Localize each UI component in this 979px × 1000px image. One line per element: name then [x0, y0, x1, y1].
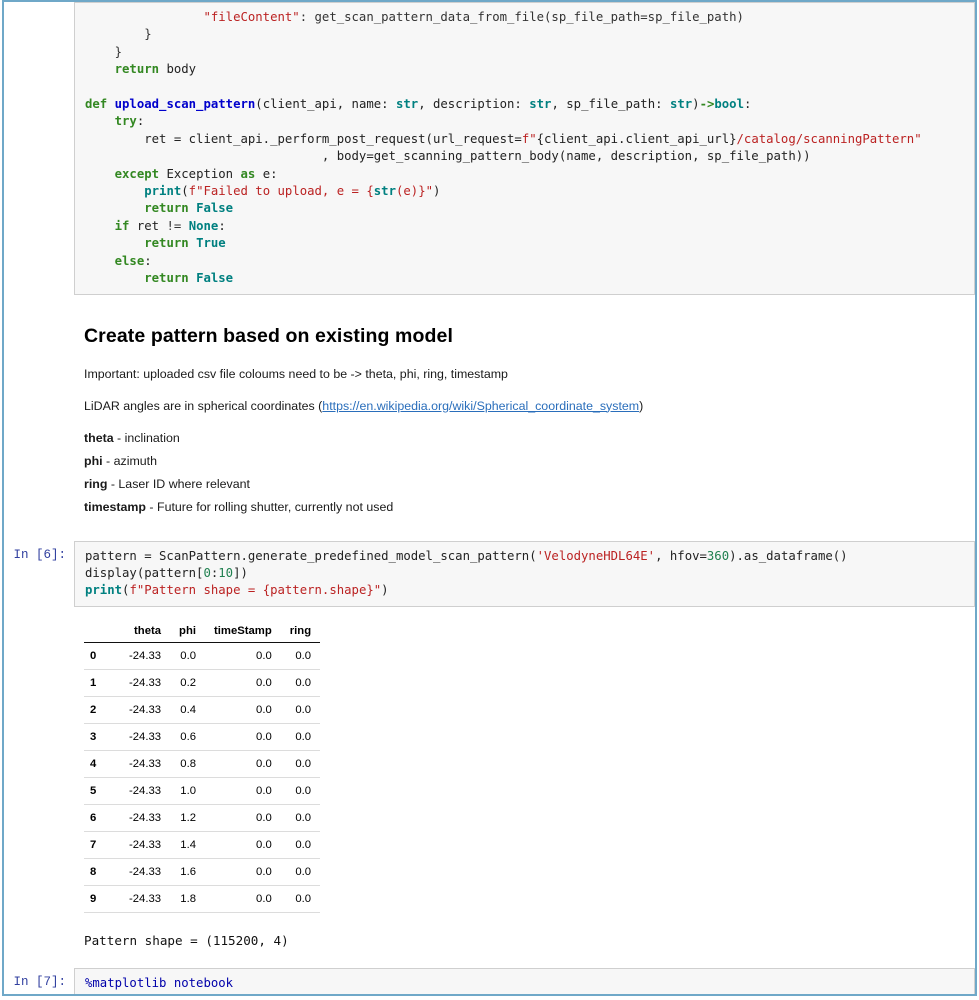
cell-timestamp: 0.0	[205, 831, 281, 858]
cell-timestamp: 0.0	[205, 669, 281, 696]
cell-theta: -24.33	[120, 669, 170, 696]
cell-ring: 0.0	[281, 669, 320, 696]
definition-phi	[84, 453, 965, 469]
section-heading: Create pattern based on existing model	[84, 324, 453, 347]
dataframe-head	[84, 621, 320, 643]
cell-theta: -24.33	[120, 831, 170, 858]
column-header-phi: phi	[170, 621, 205, 643]
code-line: return False	[144, 271, 234, 286]
code-cell-in-7-body	[74, 968, 975, 996]
column-header-timestamp: timeStamp	[205, 621, 281, 643]
cell-timestamp: 0.0	[205, 696, 281, 723]
cell-phi: 1.8	[170, 885, 205, 912]
cell-phi: 1.2	[170, 804, 205, 831]
cell-phi: 1.6	[170, 858, 205, 885]
cell-theta: -24.33	[120, 858, 170, 885]
cell-ring: 0.0	[281, 885, 320, 912]
cell-phi: 1.0	[170, 777, 205, 804]
code-line: return True	[144, 236, 226, 251]
cell-theta: -24.33	[120, 750, 170, 777]
index-header	[84, 621, 120, 643]
code-line: }	[85, 27, 152, 42]
definition-term: ring	[84, 476, 108, 491]
cell-timestamp: 0.0	[205, 858, 281, 885]
markdown-cell-body	[74, 309, 975, 531]
cell-theta: -24.33	[120, 885, 170, 912]
cell-ring: 0.0	[281, 696, 320, 723]
code-line: }	[85, 44, 123, 59]
code-token: )	[381, 583, 389, 598]
cell-ring: 0.0	[281, 642, 320, 669]
lidar-note-suffix: )	[639, 398, 644, 413]
code-cell-in-6-body	[74, 541, 975, 607]
cell-phi: 0.8	[170, 750, 205, 777]
code-line: return False	[144, 201, 234, 216]
definition-term: theta	[84, 430, 114, 445]
definition-timestamp	[84, 499, 965, 515]
code-line: def upload_scan_pattern(client_api, name: str, description: str, sp_file_path: str)->bool:	[85, 97, 752, 112]
table-header-row	[84, 621, 320, 643]
cell-timestamp: 0.0	[205, 723, 281, 750]
column-header-theta: theta	[120, 621, 170, 643]
row-index: 1	[84, 669, 120, 696]
code-token-builtin: print	[85, 583, 123, 598]
cell-ring: 0.0	[281, 804, 320, 831]
code-line: except Exception as e:	[114, 166, 278, 181]
prompt-output	[4, 607, 74, 614]
code-line: print(f"Failed to upload, e = {str(e)}")	[144, 184, 441, 199]
cell-ring: 0.0	[281, 723, 320, 750]
cell-ring: 0.0	[281, 777, 320, 804]
cell-theta: -24.33	[120, 804, 170, 831]
code-line	[85, 79, 966, 96]
code-line: else:	[114, 253, 152, 268]
code-token: ])	[233, 565, 248, 580]
row-index: 9	[84, 885, 120, 912]
table-row	[84, 885, 320, 912]
table-row	[84, 858, 320, 885]
row-index: 3	[84, 723, 120, 750]
code-cell-fragment	[4, 2, 975, 295]
code-line: if ret != None:	[114, 218, 226, 233]
prompt-in-7: In [7]:	[13, 974, 66, 989]
cell-ring: 0.0	[281, 831, 320, 858]
important-note: Important: uploaded csv file coloums need to be -> theta, phi, ring, timestamp	[84, 366, 508, 381]
table-row	[84, 750, 320, 777]
row-index: 8	[84, 858, 120, 885]
code-line: %matplotlib notebook	[85, 975, 234, 990]
definition-term: timestamp	[84, 499, 146, 514]
prompt-empty	[4, 2, 74, 9]
cell-timestamp: 0.0	[205, 750, 281, 777]
definition-theta	[84, 430, 965, 446]
column-header-ring: ring	[281, 621, 320, 643]
cell-timestamp: 0.0	[205, 804, 281, 831]
code-line	[85, 565, 966, 582]
row-index: 0	[84, 642, 120, 669]
code-line: try:	[114, 114, 145, 129]
code-token: , hfov=	[655, 548, 707, 563]
code-line: "fileContent": get_scan_pattern_data_from_file(sp_file_path=sp_file_path)	[85, 10, 744, 24]
row-index: 7	[84, 831, 120, 858]
code-cell-in-7	[4, 968, 975, 996]
code-editor-in-7[interactable]	[74, 968, 975, 996]
row-index: 2	[84, 696, 120, 723]
code-token-string: f"Pattern shape = {pattern.shape}"	[129, 583, 382, 598]
code-token: pattern = ScanPattern.generate_predefined_model_scan_pattern(	[85, 548, 537, 563]
cell-phi: 0.0	[170, 642, 205, 669]
cell-theta: -24.33	[120, 723, 170, 750]
row-index: 4	[84, 750, 120, 777]
table-row	[84, 669, 320, 696]
dataframe-body	[84, 642, 320, 912]
jupyter-notebook	[2, 0, 977, 996]
code-token-number: 0	[203, 565, 211, 580]
code-line: return body	[114, 62, 197, 77]
code-token: display(pattern[	[85, 565, 204, 580]
cell-timestamp: 0.0	[205, 642, 281, 669]
dataframe-table	[84, 621, 320, 913]
definition-desc: - Laser ID where relevant	[107, 476, 250, 491]
table-row	[84, 696, 320, 723]
cell-theta: -24.33	[120, 696, 170, 723]
code-token: (	[122, 583, 130, 598]
code-editor-in-6[interactable]	[74, 541, 975, 607]
code-editor-fragment[interactable]	[74, 2, 975, 295]
definition-ring	[84, 476, 965, 492]
cell-phi: 0.6	[170, 723, 205, 750]
table-row	[84, 723, 320, 750]
stdout-output: Pattern shape = (115200, 4)	[84, 932, 289, 948]
definition-desc: - azimuth	[102, 453, 157, 468]
lidar-note-prefix: LiDAR angles are in spherical coordinates (	[84, 398, 323, 413]
cell-timestamp: 0.0	[205, 885, 281, 912]
definition-desc: - inclination	[113, 430, 180, 445]
code-cell-body	[74, 2, 975, 295]
code-token-string: 'VelodyneHDL64E'	[536, 548, 656, 563]
lidar-note	[84, 398, 965, 414]
spherical-coordinates-link[interactable]: https://en.wikipedia.org/wiki/Spherical_coordinate_system	[322, 398, 640, 413]
code-line: ret = client_api._perform_post_request(url_request=f"{client_api.client_api_url}/catalog/scanningPattern"	[85, 131, 922, 146]
cell-theta: -24.33	[120, 642, 170, 669]
code-token-number: 360	[706, 548, 730, 563]
cell-ring: 0.0	[281, 858, 320, 885]
output-cell-in-6	[4, 607, 975, 958]
table-row	[84, 777, 320, 804]
cell-timestamp: 0.0	[205, 777, 281, 804]
prompt-markdown	[4, 309, 74, 316]
table-row	[84, 804, 320, 831]
table-row	[84, 642, 320, 669]
cell-ring: 0.0	[281, 750, 320, 777]
code-line	[85, 582, 966, 599]
code-line: , body=get_scanning_pattern_body(name, description, sp_file_path))	[85, 149, 811, 164]
code-token-number: 10	[218, 565, 234, 580]
code-token: ).as_dataframe()	[729, 548, 848, 563]
cell-phi: 1.4	[170, 831, 205, 858]
markdown-cell[interactable]	[4, 295, 975, 531]
cell-phi: 0.4	[170, 696, 205, 723]
code-line	[85, 548, 966, 565]
definition-term: phi	[84, 453, 103, 468]
definition-desc: - Future for rolling shutter, currently not used	[145, 499, 394, 514]
code-token: :	[210, 565, 219, 580]
prompt-in-6: In [6]:	[13, 547, 66, 562]
table-row	[84, 831, 320, 858]
cell-theta: -24.33	[120, 777, 170, 804]
row-index: 5	[84, 777, 120, 804]
code-cell-in-6	[4, 541, 975, 607]
row-index: 6	[84, 804, 120, 831]
cell-phi: 0.2	[170, 669, 205, 696]
output-cell-body	[74, 607, 975, 958]
